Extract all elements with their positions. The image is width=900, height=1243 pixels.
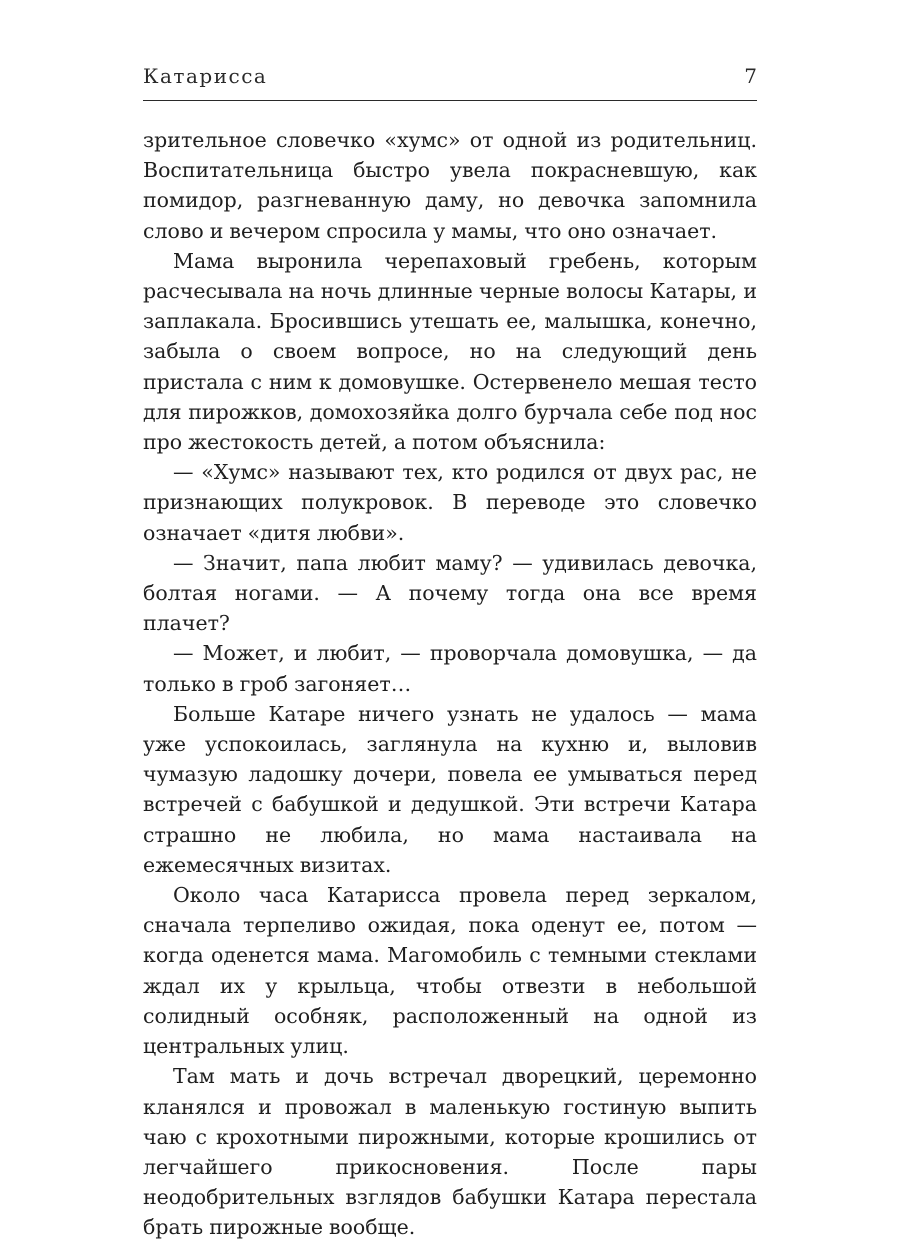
- paragraph-1: зрительное словечко «хумс» от одной из родительниц. Воспитательница быстро увела покрасневшую, как помидор, разгневанную даму, но девочка запомнила слово и вечером спросила у мамы, что оно означает.: [143, 128, 757, 243]
- running-title: Катарисса: [143, 64, 268, 88]
- book-page: [143, 64, 757, 1243]
- paragraph-2: Мама выронила черепаховый гребень, которым расчесывала на ночь длинные черные волосы Катары, и заплакала. Бросившись утешать ее, малышка, конечно, забыла о своем вопросе, но на следующий день пристала с ним к домовушке. Остервенело мешая тесто для пирожков, домохозяйка долго бурчала себе под нос про жестокость детей, а потом объяснила:: [143, 248, 757, 455]
- paragraph-6: Больше Катаре ничего узнать не удалось — мама уже успокоилась, заглянула на кухню и, выловив чумазую ладошку дочери, повела ее умываться перед встречей с бабушкой и дедушкой. Эти встречи Катара страшно не любила, но мама настаивала на ежемесячных визитах.: [143, 701, 757, 877]
- running-head: [143, 64, 757, 101]
- dialogue-line-2: — Значит, папа любит маму? — удивилась девочка, болтая ногами. — А почему тогда она все время плачет?: [143, 550, 757, 636]
- paragraph-7: Около часа Катарисса провела перед зеркалом, сначала терпеливо ожидая, пока оденут ее, потом — когда оденется мама. Магомобиль с темными стеклами ждал их у крыльца, чтобы отвезти в небольшой солидный особняк, расположенный на одной из центральных улиц.: [143, 883, 757, 1059]
- dialogue-line-3: — Может, и любит, — проворчала домовушка, — да только в гроб загоняет…: [143, 641, 757, 696]
- dialogue-line-1: — «Хумс» называют тех, кто родился от двух рас, не признающих полукровок. В переводе это словечко означает «дитя любви».: [143, 460, 757, 545]
- body-text: [143, 125, 757, 1243]
- paragraph-8: Там мать и дочь встречал дворецкий, церемонно кланялся и провожал в маленькую гостиную выпить чаю с крохотными пирожными, которые крошились от легчайшего прикосновения. После пары неодобрительных взглядов бабушки Катара перестала брать пирожные вообще.: [143, 1064, 757, 1240]
- page-number: 7: [744, 64, 757, 88]
